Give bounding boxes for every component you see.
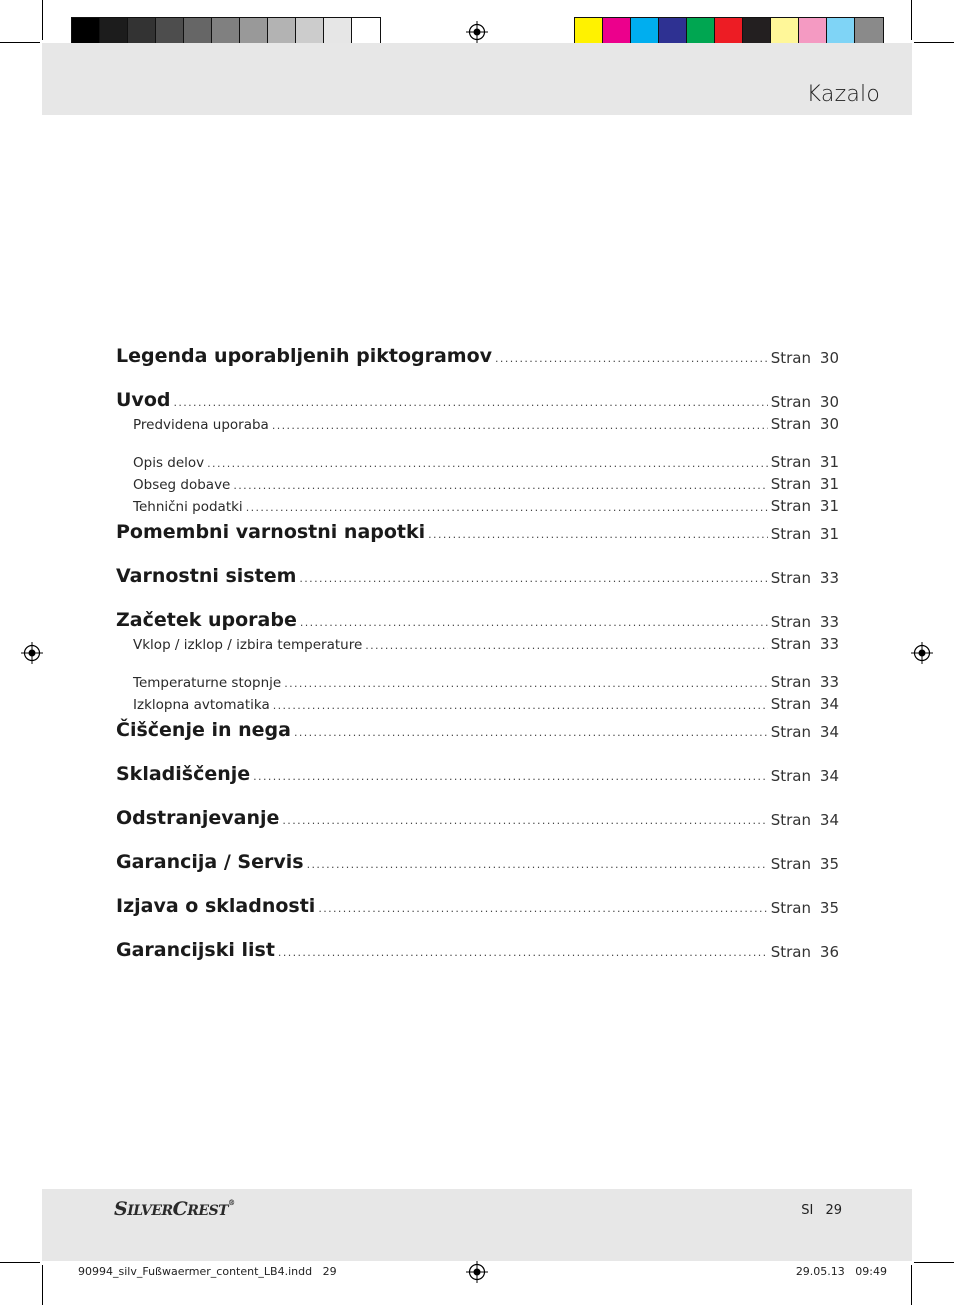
page-label: Stran [770,673,811,691]
toc-page-ref [771,673,839,691]
color-swatch [855,18,883,44]
page-label: Stran [770,855,811,873]
crop-mark [914,42,954,43]
dot-leader [294,716,768,748]
dot-leader [272,419,768,432]
dot-leader [495,342,768,374]
process-color-bar [574,17,884,45]
color-swatch [603,18,631,44]
page-label: Stran [770,475,811,493]
page-label: Stran [770,899,811,917]
toc-entry-title: Odstranjevanje [116,807,280,829]
dot-leader [233,479,767,492]
color-swatch [128,18,156,44]
toc-page-ref [771,804,839,836]
dot-leader [253,760,768,792]
page-label: Stran [770,497,811,515]
color-swatch [631,18,659,44]
dot-leader [299,562,767,594]
dot-leader [284,677,768,690]
toc-page-ref [771,342,839,374]
toc-page-ref [771,475,839,493]
dot-leader [365,639,767,652]
toc-entry[interactable] [116,892,839,936]
color-swatch [827,18,855,44]
page-label: Stran [770,723,811,741]
toc-entry-title: Uvod [116,389,171,411]
toc-entry-title: Opis delov [133,455,205,471]
grayscale-color-bar [71,17,381,45]
page-number: 35 [819,899,839,917]
page-title: Kazalo [806,82,880,107]
table-of-contents [116,342,839,980]
crop-mark [42,1265,43,1305]
page-label: Stran [770,613,811,631]
color-swatch [659,18,687,44]
registration-target-icon [21,642,43,664]
page-label: Stran [770,811,811,829]
crop-mark [42,0,43,40]
toc-entry[interactable] [116,518,839,562]
toc-page-ref [771,936,839,968]
toc-entry-title: Garancijski list [116,939,275,961]
toc-entry-title: Začetek uporabe [116,609,297,631]
registration-target-icon [466,21,488,43]
dot-leader [278,936,768,968]
language-code: SI [801,1203,814,1218]
page-number: 30 [819,393,839,411]
crop-mark [911,1265,912,1305]
page-label: Stran [770,695,811,713]
color-swatch [240,18,268,44]
toc-page-ref [771,518,839,550]
color-swatch [771,18,799,44]
toc-entry[interactable] [116,562,839,606]
page-number: 33 [819,569,839,587]
page-label: Stran [770,943,811,961]
page-label: Stran [770,349,811,367]
toc-page-ref [771,606,839,638]
toc-entry-title: Skladiščenje [116,763,251,785]
color-swatch [799,18,827,44]
page-label: Stran [770,635,811,653]
toc-page-ref [771,497,839,515]
page-label: Stran [770,415,811,433]
color-swatch [100,18,128,44]
crop-mark [0,1262,40,1263]
page-label: Stran [770,569,811,587]
brand-logo: SILVERCREST® [114,1198,235,1220]
toc-page-ref [771,453,839,471]
toc-entry[interactable] [116,342,839,386]
page-number: 31 [819,453,839,471]
toc-entry-title: Temperaturne stopnje [133,675,282,691]
color-swatch [743,18,771,44]
registration-target-icon [466,1261,488,1283]
toc-subentry[interactable] [116,694,839,716]
toc-entry[interactable] [116,716,839,760]
toc-entry-title: Obseg dobave [133,477,231,493]
toc-page-ref [771,716,839,748]
page-number: 31 [819,525,839,543]
color-swatch [72,18,100,44]
toc-entry-title: Izjava o skladnosti [116,895,316,917]
page-number: 35 [819,855,839,873]
toc-subentry[interactable] [116,474,839,496]
page-label: Stran [770,525,811,543]
color-swatch [156,18,184,44]
page-number: 34 [819,695,839,713]
toc-entry[interactable] [116,848,839,892]
toc-entry-title: Čiščenje in nega [116,719,291,741]
color-swatch [687,18,715,44]
color-swatch [352,18,380,44]
toc-page-ref [771,415,839,433]
page-info [801,1203,842,1218]
page-number: 31 [819,497,839,515]
page-number: 31 [819,475,839,493]
crop-mark [911,0,912,40]
toc-entry-title: Legenda uporabljenih piktogramov [116,345,493,367]
toc-entry-title: Izklopna avtomatika [133,697,270,713]
page-number: 36 [819,943,839,961]
toc-entry-title: Vklop / izklop / izbira temperature [133,637,363,653]
page-number: 34 [819,767,839,785]
toc-entry[interactable] [116,804,839,848]
dot-leader [246,501,768,514]
header-band [42,43,912,115]
toc-page-ref [771,760,839,792]
toc-page-ref [771,848,839,880]
page-number: 30 [819,415,839,433]
toc-subentry[interactable] [116,452,839,474]
toc-entry-title: Tehnični podatki [133,499,243,515]
color-swatch [575,18,603,44]
file-slug: 90994_silv_Fußwaermer_content_LB4.indd 29 [78,1265,337,1278]
dot-leader [273,699,768,712]
toc-entry[interactable] [116,760,839,804]
toc-entry-title: Pomembni varnostni napotki [116,521,426,543]
page-label: Stran [770,393,811,411]
toc-subentry[interactable] [116,496,839,518]
page-number: 29 [825,1203,842,1218]
page-label: Stran [770,453,811,471]
toc-subentry[interactable] [116,672,839,694]
toc-page-ref [771,386,839,418]
page-number: 33 [819,613,839,631]
toc-entry-title: Predvidena uporaba [133,417,269,433]
dot-leader [300,606,768,638]
toc-page-ref [771,695,839,713]
toc-page-ref [771,562,839,594]
toc-entry[interactable] [116,936,839,980]
registration-target-icon [911,642,933,664]
color-swatch [296,18,324,44]
dot-leader [282,804,767,836]
color-swatch [184,18,212,44]
toc-page-ref [771,635,839,653]
toc-page-ref [771,892,839,924]
page-number: 30 [819,349,839,367]
page-number: 34 [819,811,839,829]
dot-leader [318,892,767,924]
dot-leader [207,457,768,470]
dot-leader [307,848,768,880]
page-number: 34 [819,723,839,741]
page-label: Stran [770,767,811,785]
page-number: 33 [819,635,839,653]
color-swatch [715,18,743,44]
dot-leader [428,518,768,550]
crop-mark [0,42,40,43]
print-timestamp: 29.05.13 09:49 [795,1265,887,1278]
color-swatch [324,18,352,44]
color-swatch [212,18,240,44]
toc-entry-title: Garancija / Servis [116,851,304,873]
color-swatch [268,18,296,44]
page-number: 33 [819,673,839,691]
toc-entry-title: Varnostni sistem [116,565,297,587]
crop-mark [914,1262,954,1263]
